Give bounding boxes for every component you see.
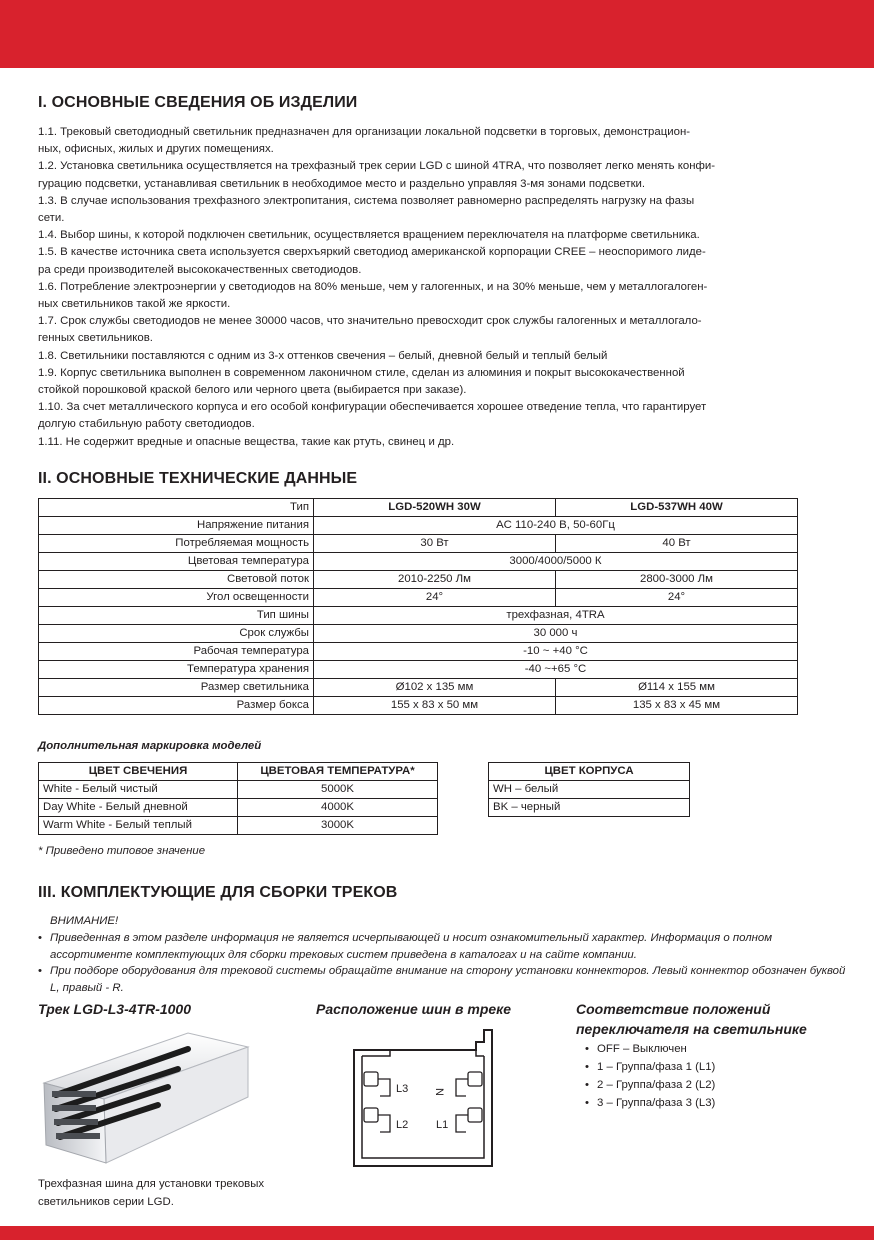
light-color-table (38, 762, 438, 835)
text-line: 1.2. Установка светильника осуществляется на трехфазный трек серии LGD с шиной 4TRA, что позволяет легко менять конфи- (38, 160, 716, 173)
color-temp: 4000K (238, 799, 438, 817)
row-label: Размер светильника (39, 679, 314, 697)
text-line: долгую стабильную работу светодиодов. (38, 418, 255, 431)
table-row (39, 781, 438, 799)
list-item: • Приведенная в этом разделе информация не является исчерпывающей и носит ознакомительный характер. Информация о полном ассортименте комплектующих для сборки трековых систем приведена в каталогах и на сайте компании. (50, 930, 848, 964)
track-title: Трек LGD-L3-4TR-1000 (38, 1001, 191, 1017)
row-value: -40 ~+65 °C (314, 661, 798, 679)
attention-label: ВНИМАНИЕ! (50, 915, 119, 927)
row-value: трехфазная, 4TRA (314, 607, 798, 625)
list-item: • 1 – Группа/фаза 1 (L1) (597, 1058, 715, 1076)
row-label: Цветовая температура (39, 553, 314, 571)
row-value: 155 x 83 x 50 мм (314, 697, 556, 715)
color-temp: 5000K (238, 781, 438, 799)
section-1-title: I. ОСНОВНЫЕ СВЕДЕНИЯ ОБ ИЗДЕЛИИ (38, 94, 358, 111)
text-line: 1.10. За счет металлического корпуса и его особой конфигурации обеспечивается хорошее отведение тепла, что гарантирует (38, 401, 707, 414)
text-line: 1.5. В качестве источника света используется сверхъяркий светодиод американской корпорации CREE – неоспоримого лиде- (38, 246, 706, 259)
text-line: 1.11. Не содержит вредные и опасные вещества, такие как ртуть, свинец и др. (38, 435, 455, 448)
model-2-header: LGD-537WH 40W (556, 499, 798, 517)
section-1-text (38, 124, 838, 451)
header-red-bar (0, 0, 874, 68)
row-value: 24° (314, 589, 556, 607)
spec-table (38, 498, 798, 715)
text-line: 1.1. Трековый светодиодный светильник предназначен для организации локальной подсветки в торговых, демонстрацион- (38, 126, 691, 138)
table-row (39, 589, 798, 607)
table-row (39, 817, 438, 835)
row-value: 135 x 83 x 45 мм (556, 697, 798, 715)
row-label: Температура хранения (39, 661, 314, 679)
bus-label-l2: L2 (396, 1119, 409, 1131)
list-item: • 3 – Группа/фаза 3 (L3) (597, 1094, 715, 1112)
switch-title-line1: Соответствие положений (576, 1001, 771, 1017)
switch-positions (583, 1040, 715, 1112)
row-label: Срок службы (39, 625, 314, 643)
text-line: ных светильников такой же яркости. (38, 298, 231, 311)
table-row (39, 571, 798, 589)
footnote: * Приведено типовое значение (38, 845, 206, 857)
body-color: WH – белый (489, 781, 690, 799)
column-header: ЦВЕТ КОРПУСА (489, 763, 690, 781)
text-line: 1.9. Корпус светильника выполнен в современном лаконичном стиле, сделан из алюминия и покрыт высококачественной (38, 366, 685, 379)
list-item: • OFF – Выключен (597, 1040, 715, 1058)
text-line: 1.8. Светильники поставляются с одним из 3-х оттенков свечения – белый, дневной белый и теплый белый (38, 349, 608, 362)
table-row (39, 553, 798, 571)
row-label: Потребляемая мощность (39, 535, 314, 553)
table-row (39, 535, 798, 553)
table-row (39, 661, 798, 679)
text-line: ра среди производителей высококачественных светодиодов. (38, 263, 362, 276)
column-header: ЦВЕТ СВЕЧЕНИЯ (39, 763, 238, 781)
bus-label-l3: L3 (396, 1083, 409, 1095)
text-line: 1.4. Выбор шины, к которой подключен светильник, осуществляется вращением переключателя на платформе светильника. (38, 229, 700, 242)
table-row (489, 763, 690, 781)
row-value: 40 Вт (556, 535, 798, 553)
row-value: 2010-2250 Лм (314, 571, 556, 589)
table-row (39, 499, 798, 517)
table-row (489, 799, 690, 817)
table-row (39, 763, 438, 781)
body-color: BK – черный (489, 799, 690, 817)
row-label: Тип шины (39, 607, 314, 625)
row-label: Рабочая температура (39, 643, 314, 661)
text-line: генных светильников. (38, 332, 153, 345)
attention-list (38, 930, 848, 997)
body-color-table (488, 762, 690, 817)
text-line: стойкой порошковой краской белого или черного цвета (выбирается при заказе). (38, 384, 467, 397)
row-value: 2800-3000 Лм (556, 571, 798, 589)
section-3-title: III. КОМПЛЕКТУЮЩИЕ ДЛЯ СБОРКИ ТРЕКОВ (38, 884, 398, 901)
text-line: сети. (38, 212, 65, 225)
table-row (39, 799, 438, 817)
table-row (39, 607, 798, 625)
color-temp: 3000K (238, 817, 438, 835)
footer-red-bar (0, 1226, 874, 1240)
row-label: Угол освещенности (39, 589, 314, 607)
text-line: 1.3. В случае использования трехфазного электропитания, система позволяет равномерно распределять нагрузку на фазы (38, 194, 695, 207)
attention-block (38, 913, 848, 997)
table-row (489, 781, 690, 799)
table-row (39, 643, 798, 661)
bus-label-n: N (433, 1088, 445, 1096)
track-caption: Трехфазная шина для установки трековых светильников серии LGD. (38, 1178, 265, 1208)
model-1-header: LGD-520WH 30W (314, 499, 556, 517)
color-name: Day White - Белый дневной (39, 799, 238, 817)
row-value: 24° (556, 589, 798, 607)
row-value: -10 ~ +40 °C (314, 643, 798, 661)
text-line: 1.7. Срок службы светодиодов не менее 30000 часов, что значительно превосходит срок службы галогенных и металлогало- (38, 315, 702, 328)
text-line: ных, офисных, жилых и других помещениях. (38, 143, 274, 156)
bus-layout-title: Расположение шин в треке (316, 1001, 512, 1017)
switch-title-line2: переключателя на светильнике (576, 1021, 807, 1037)
section-2-title: II. ОСНОВНЫЕ ТЕХНИЧЕСКИЕ ДАННЫЕ (38, 470, 358, 487)
color-name: Warm White - Белый теплый (39, 817, 238, 835)
row-value: 30 Вт (314, 535, 556, 553)
bus-label-l1: L1 (436, 1119, 449, 1131)
table-row (39, 625, 798, 643)
bus-cross-section-diagram (350, 1024, 500, 1170)
text-line: гурацию подсветки, устанавливая светильник в необходимое место и раздельно управляя 3-мя зонами подсветки. (38, 177, 646, 190)
row-value: Ø102 x 135 мм (314, 679, 556, 697)
row-value: AC 110-240 В, 50-60Гц (314, 517, 798, 535)
row-label: Размер бокса (39, 697, 314, 715)
row-value: 30 000 ч (314, 625, 798, 643)
row-value: Ø114 x 155 мм (556, 679, 798, 697)
table-row (39, 679, 798, 697)
row-label: Напряжение питания (39, 517, 314, 535)
marking-title: Дополнительная маркировка моделей (38, 740, 262, 752)
text-line: 1.6. Потребление электроэнергии у светодиодов на 80% меньше, чем у галогенных, и на 30% меньше, чем у металлогалоген- (38, 280, 708, 293)
list-item: • 2 – Группа/фаза 2 (L2) (597, 1076, 715, 1094)
row-label: Тип (39, 499, 314, 517)
table-row (39, 517, 798, 535)
track-rail-image (38, 1025, 250, 1175)
color-name: White - Белый чистый (39, 781, 238, 799)
table-row (39, 697, 798, 715)
list-item: • При подборе оборудования для трековой системы обращайте внимание на сторону установки коннекторов. Левый коннектор обозначен буквой L, правый - R. (50, 963, 848, 997)
row-value: 3000/4000/5000 К (314, 553, 798, 571)
row-label: Световой поток (39, 571, 314, 589)
switch-list (583, 1040, 715, 1112)
column-header: ЦВЕТОВАЯ ТЕМПЕРАТУРА* (238, 763, 438, 781)
